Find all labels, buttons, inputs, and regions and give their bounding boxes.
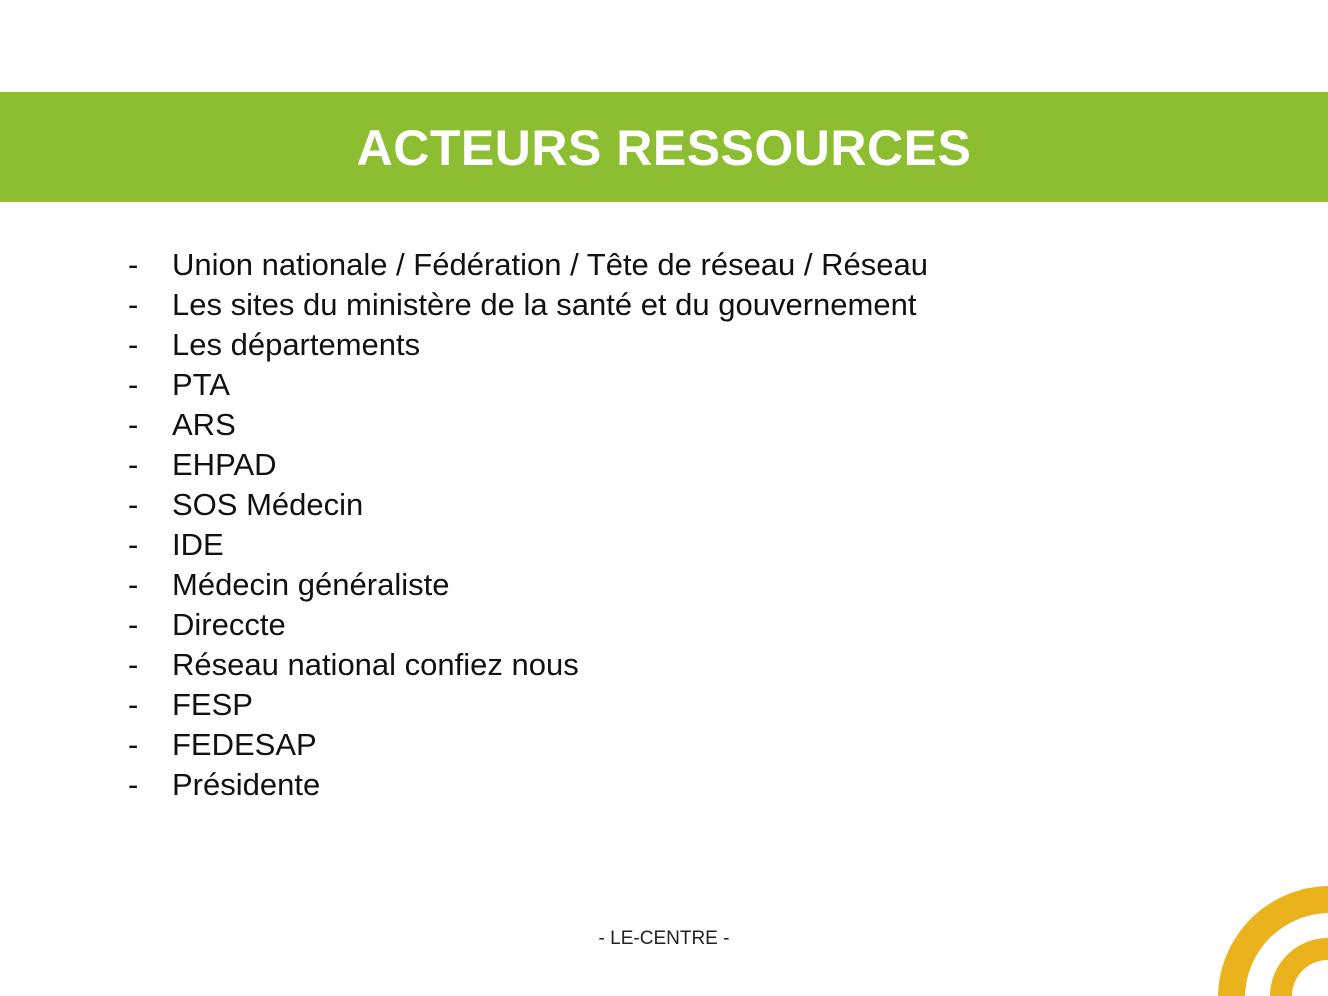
list-item <box>128 485 928 525</box>
bullet-dash: - <box>128 367 139 402</box>
list-item-text: Direccte <box>172 607 286 642</box>
list-item-text: FEDESAP <box>172 727 317 762</box>
list-item-text: FESP <box>172 687 253 722</box>
list-item-text: EHPAD <box>172 447 277 482</box>
bullet-dash: - <box>128 287 139 322</box>
bullet-dash: - <box>128 687 139 722</box>
bullet-dash: - <box>128 607 139 642</box>
corner-arc-icon <box>1218 886 1328 996</box>
list-item <box>128 365 928 405</box>
list-item <box>128 725 928 765</box>
bullet-dash: - <box>128 407 139 442</box>
corner-arc-inner <box>1270 938 1328 996</box>
list-item-text: ARS <box>172 407 236 442</box>
bullet-dash: - <box>128 647 139 682</box>
list-item <box>128 685 928 725</box>
list-item-text: Réseau national confiez nous <box>172 647 579 682</box>
slide-footer: - LE-CENTRE - <box>598 928 730 949</box>
list-item-text: Les départements <box>172 327 421 362</box>
bullet-dash: - <box>128 527 139 562</box>
list-item-text: Médecin généraliste <box>172 567 450 602</box>
bullet-dash: - <box>128 247 139 282</box>
list-item-text: Les sites du ministère de la santé et du gouvernement <box>172 287 917 322</box>
bullet-dash: - <box>128 487 139 522</box>
list-item-text: SOS Médecin <box>172 487 364 522</box>
list-item <box>128 285 928 325</box>
list-item <box>128 445 928 485</box>
list-item <box>128 765 928 805</box>
resource-list <box>128 245 928 805</box>
list-item <box>128 245 928 285</box>
list-item <box>128 565 928 605</box>
list-item <box>128 645 928 685</box>
list-item-text: Présidente <box>172 767 321 802</box>
title-banner <box>0 92 1328 202</box>
bullet-dash: - <box>128 447 139 482</box>
list-item <box>128 525 928 565</box>
list-item <box>128 325 928 365</box>
bullet-dash: - <box>128 727 139 762</box>
bullet-dash: - <box>128 327 139 362</box>
bullet-dash: - <box>128 567 139 602</box>
bullet-dash: - <box>128 767 139 802</box>
slide-title: ACTEURS RESSOURCES <box>356 120 972 176</box>
list-item-text: IDE <box>172 527 224 562</box>
list-item <box>128 405 928 445</box>
list-item-text: Union nationale / Fédération / Tête de réseau / Réseau <box>172 247 928 282</box>
list-item <box>128 605 928 645</box>
list-item-text: PTA <box>172 367 230 402</box>
